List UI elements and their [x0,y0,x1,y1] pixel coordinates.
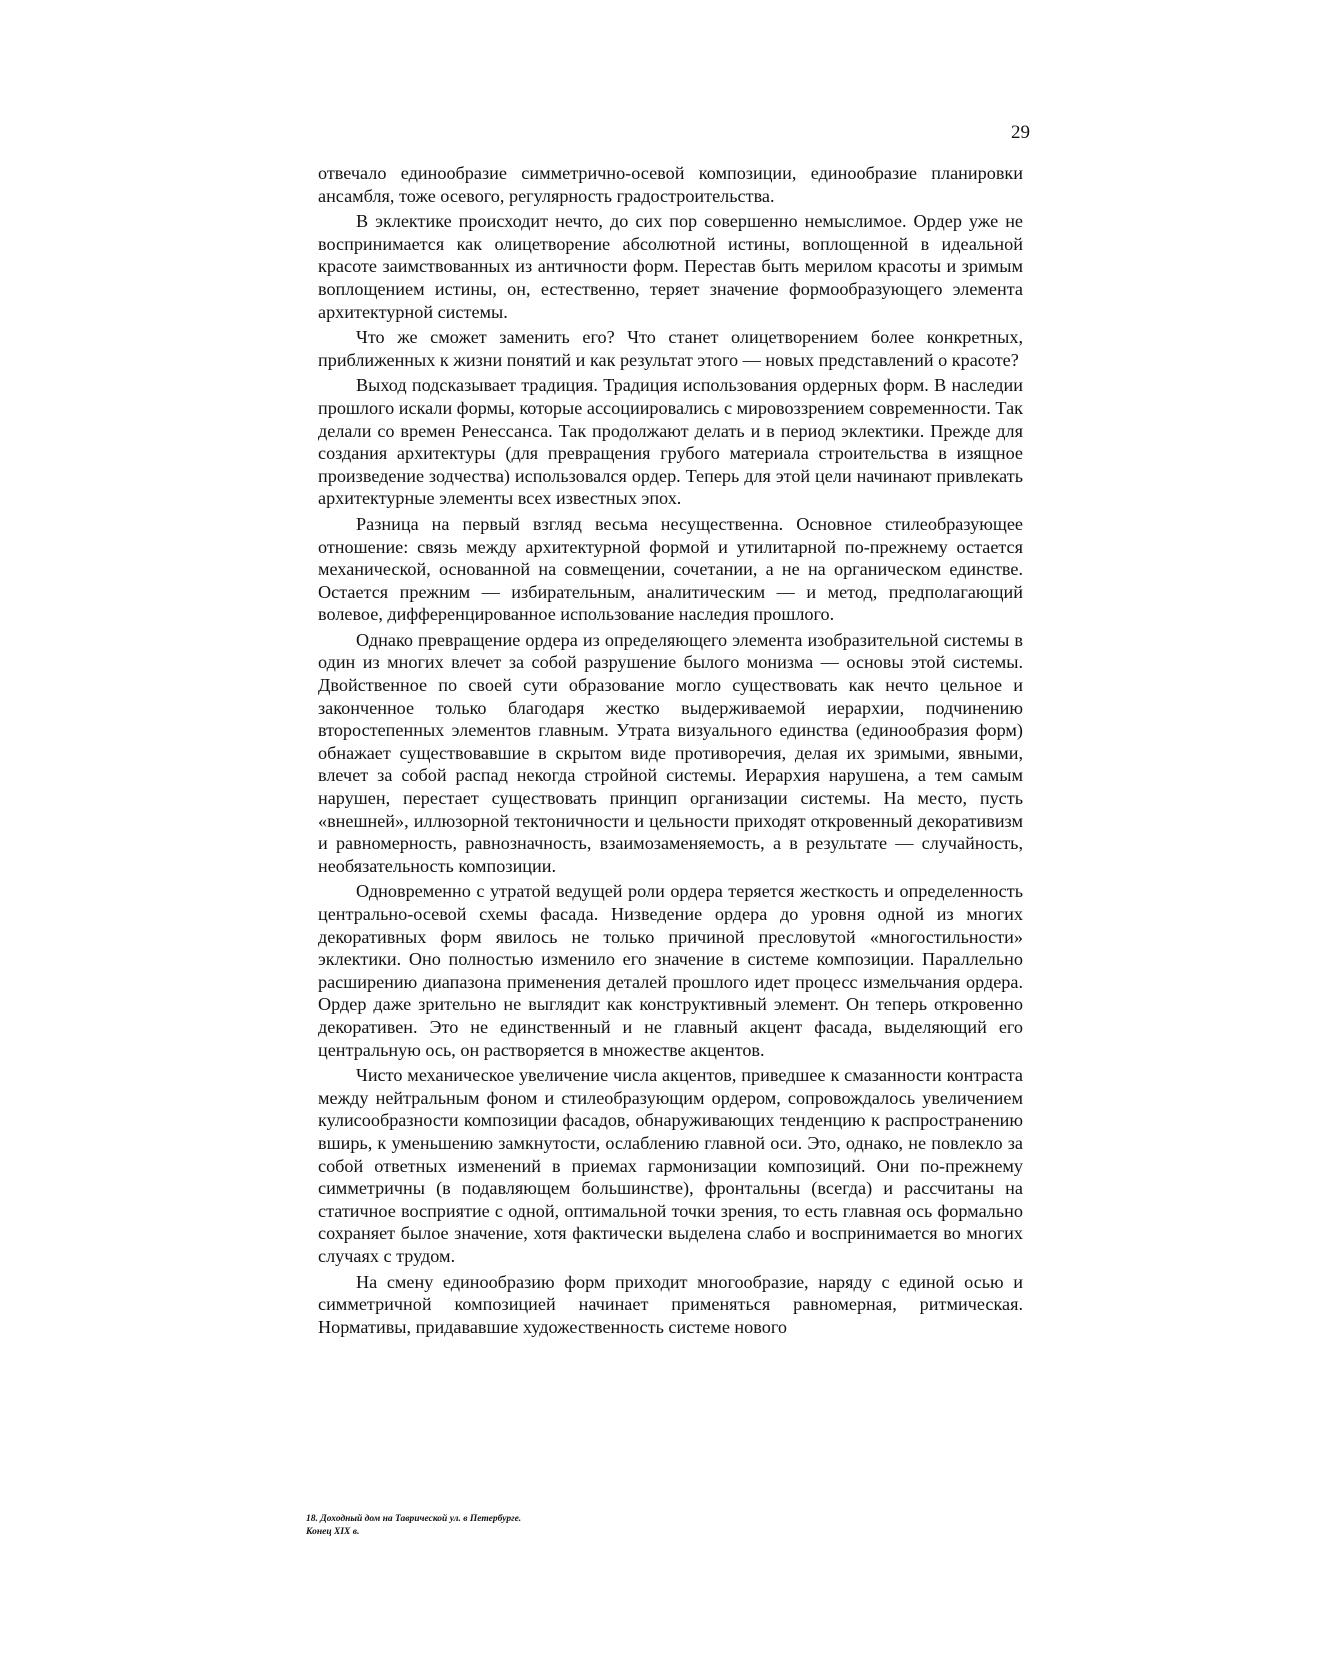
paragraph: Однако превращение ордера из определяющего элемента изобразительной системы в один из многих влечет за собой разрушение былого монизма — основы этой системы. Двойственное по своей сути образование могло существовать как нечто цельное и законченное только благодаря жестко выдерживаемой иерархии, подчинению второстепенных элементов главным. Утрата визуального единства (единообразия форм) обнажает существовавшие в скрытом виде противоречия, делая их зримыми, явными, влечет за собой распад некогда стройной системы. Иерархия нарушена, а тем самым нарушен, перестает существовать принцип организации системы. На место, пусть «внешней», иллюзорной тектоничности и цельности приходят откровенный декоративизм и равномерность, равнозначность, взаимозаменяемость, а в результате — случайность, необязательность композиции. [318,629,1023,876]
paragraph: Одновременно с утратой ведущей роли ордера теряется жесткость и определенность центрально-осевой схемы фасада. Низведение ордера до уровня одной из многих декоративных форм явилось не только причиной пресловутой «многостильности» эклектики. Оно полностью изменило его значение в системе композиции. Параллельно расширению диапазона применения деталей прошлого идет процесс измельчания ордера. Ордер даже зрительно не выглядит как конструктивный элемент. Он теперь откровенно декоративен. Это не единственный и не главный акцент фасада, выделяющий его центральную ось, он растворяется в множестве акцентов. [318,881,1023,1060]
paragraph: В эклектике происходит нечто, до сих пор совершенно немыслимое. Ордер уже не воспринимается как олицетворение абсолютной истины, воплощенной в идеальной красоте заимствованных из античности форм. Перестав быть мерилом красоты и зримым воплощением истины, он, естественно, теряет значение формообразующего элемента архитектурной системы. [318,211,1023,322]
paragraph: На смену единообразию форм приходит многообразие, наряду с единой осью и симметричной композицией начинает применяться равномерная, ритмическая. Нормативы, придававшие художественность системе нового [318,1271,1023,1337]
paragraph: Чисто механическое увеличение числа акцентов, приведшее к смазанности контраста между нейтральным фоном и стилеобразующим ордером, сопровождалось увеличением кулисообразности композиции фасадов, обнаруживающих тенденцию к распространению вширь, к уменьшению замкнутости, ослаблению главной оси. Это, однако, не повлекло за собой ответных изменений в приемах гармонизации композиций. Они по-прежнему симметричны (в подавляющем большинстве), фронтальны (всегда) и рассчитаны на статичное восприятие с одной, оптимальной точки зрения, то есть главная ось формально сохраняет былое значение, хотя фактически выделена слабо и воспринимается во многих случаях с трудом. [318,1065,1023,1266]
page-number: 29 [1011,122,1030,143]
caption-line: Конец XIX в. [306,1527,360,1537]
caption-line: 18. Доходный дом на Таврической ул. в Петербурге. [306,1514,522,1524]
paragraph: Выход подсказывает традиция. Традиция использования ордерных форм. В наследии прошлого искали формы, которые ассоциировались с мировоззрением современности. Так делали со времен Ренессанса. Так продолжают делать и в период эклектики. Прежде для создания архитектуры (для превращения грубого материала строительства в изящное произведение зодчества) использовался ордер. Теперь для этой цели начинают привлекать архитектурные элементы всех известных эпох. [318,375,1023,509]
figure-caption [306,1513,726,1539]
paragraph: отвечало единообразие симметрично-осевой композиции, единообразие планировки ансамбля, тоже осевого, регулярность градостроительства. [318,163,1023,206]
paragraph: Разница на первый взгляд весьма несущественна. Основное стилеобразующее отношение: связь между архитектурной формой и утилитарной по-прежнему остается механической, основанной на совмещении, сочетании, а не на органическом единстве. Остается прежним — избирательным, аналитическим — и метод, предполагающий волевое, дифференцированное использование наследия прошлого. [318,513,1023,625]
body-text [318,162,1023,1341]
paragraph: Что же сможет заменить его? Что станет олицетворением более конкретных, приближенных к жизни понятий и как результат этого — новых представлений о красоте? [318,327,1023,370]
